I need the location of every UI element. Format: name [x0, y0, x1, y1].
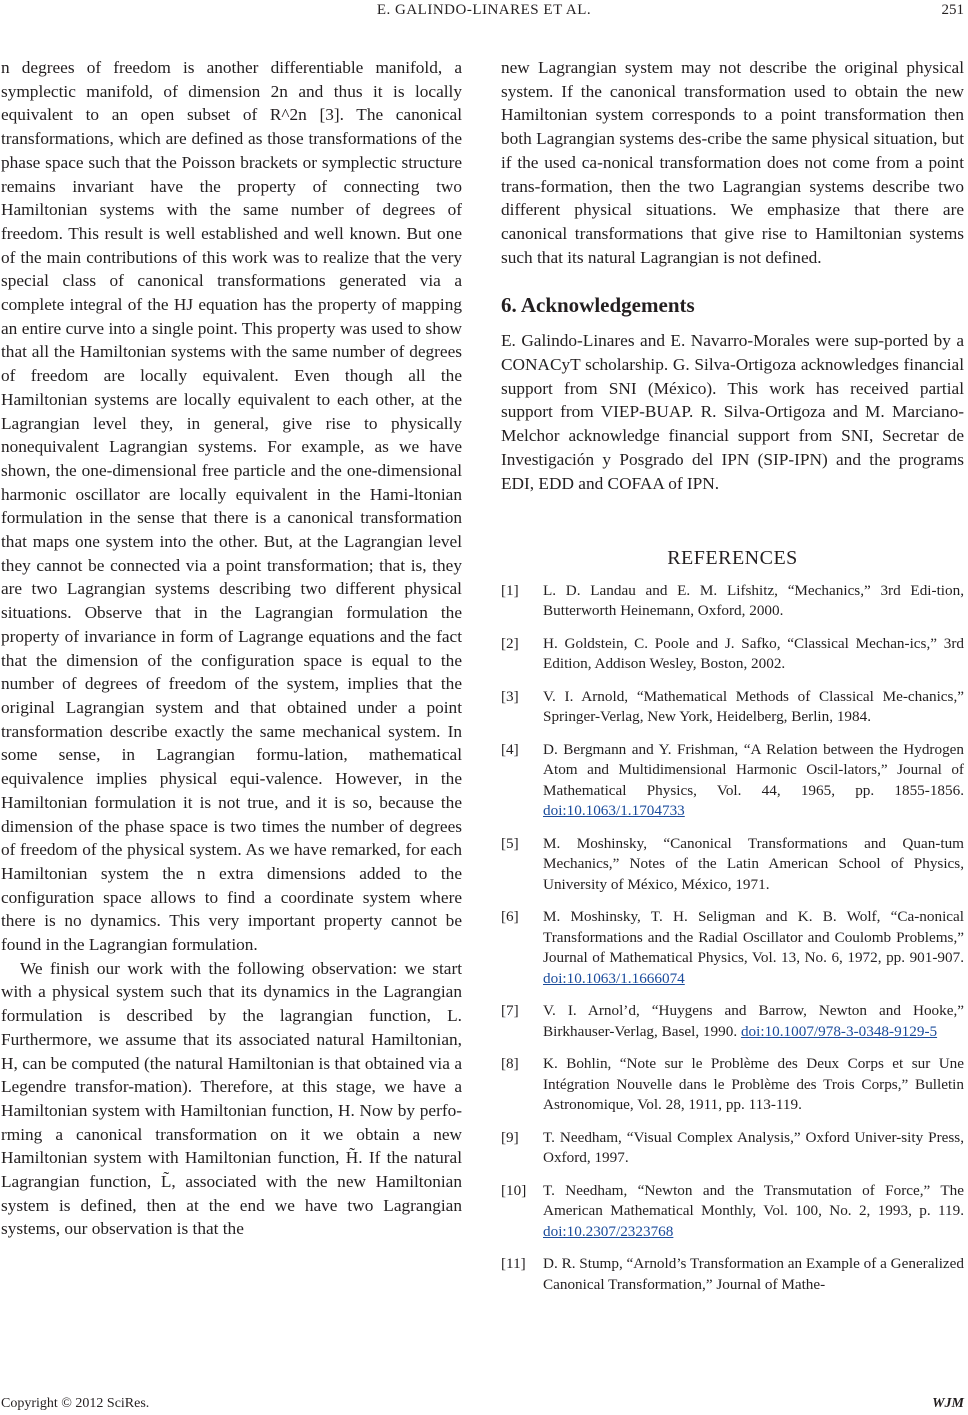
body-paragraph: n degrees of freedom is another differentiable manifold, a symplectic manifold, of dimension 2n and thus it is locally equivalent to an open subset of R^2n [3]. The canonical transformations, which are defined as those transformations of the phase space such that the Poisson brackets or symplectic structure remains invariant have the property of connecting two Hamiltonian systems with the same number of degrees of freedom. This result is well established and well known. But one of the main contributions of this work was to realize that the very special class of canonical transformations generated via a complete integral of the HJ equation has the property of mapping an entire curve into a single point. This property was used to show that all the Hamiltonian systems with the same number of degrees of freedom are locally equivalent. Even though all the Hamiltonian systems are locally equivalent to each other, at the Lagrangian level they, in general, give rise to physically nonequivalent Lagrangian systems. For example, as we have shown, the one-dimensional free particle and the one-dimensional harmonic oscillator are locally equivalent in the Hami-ltonian formulation in the sense that there is a canonical transformation that maps one system into the other. But, at the Lagrangian level they cannot be connected via a point transformation; that is, they are two Lagrangian systems describing two different physical situations. Observe that in the Lagrangian formulation the property of invariance in form of Lagrange equations and the fact that the dimension of the configuration space is equal to the number of degrees of freedom of the system, implies that the original Lagrangian system and that obtained under a point transformation describe exactly the same mechanical system. In some sense, in Lagrangian formu-lation, mathematical equivalence implies physical equi-valence. However, in the Hamiltonian formulation it is not true, and it is so, because the dimension of the phase space is two times the number of degrees of freedom of the physical system. As we have remarked, for each Hamiltonian system the n extra dimensions added to the configuration space allows to find a coordinate system where there is no dynamics. This very important property cannot be found in the Lagrangian formulation. — [1, 58, 462, 955]
reference-text: L. D. Landau and E. M. Lifshitz, “Mechanics,” 3rd Edi-tion, Butterworth Heinemann, Oxford, 2000. — [543, 581, 964, 620]
reference-text: M. Moshinsky, “Canonical Transformations and Quan-tum Mechanics,” Notes of the Latin American School of Physics, University of México, México, 1971. — [543, 834, 964, 893]
reference-item — [501, 740, 964, 822]
reference-number: [5] — [501, 834, 519, 852]
reference-text: V. I. Arnold, “Mathematical Methods of Classical Me-chanics,” Springer-Verlag, New York, Heidelberg, Berlin, 1984. — [543, 687, 964, 726]
reference-text: K. Bohlin, “Note sur le Problème des Deux Corps et sur Une Intégration Nouvelle dans le Problème des Trois Corps,” Bulletin Astronomique, Vol. 28, 1911, pp. 113-119. — [543, 1055, 964, 1114]
reference-item — [501, 687, 964, 728]
reference-item — [501, 1181, 964, 1243]
doi-link[interactable]: doi:10.1063/1.1666074 — [543, 969, 685, 987]
reference-text: T. Needham, “Visual Complex Analysis,” Oxford Univer-sity Press, Oxford, 1997. — [543, 1128, 964, 1167]
doi-link[interactable]: doi:10.1063/1.1704733 — [543, 802, 685, 820]
acknowledgements-text: E. Galindo-Linares and E. Navarro-Morales were sup-ported by a CONACyT scholarship. G. Silva-Ortigoza acknowledges financial support from SNI (México). This work has received partial support from VIEP-BUAP. R. Silva-Ortigoza and M. Marciano-Melchor acknowledge financial support from SNI, Secretar de Investigación y Posgrado del IPN (SIP-IPN) and the programs EDI, EDD and COFAA of IPN. — [501, 331, 964, 493]
doi-link[interactable]: doi:10.2307/2323768 — [543, 1222, 674, 1240]
left-column — [1, 56, 462, 1241]
right-column — [501, 56, 964, 1307]
reference-number: [10] — [501, 1181, 527, 1199]
reference-item — [501, 1128, 964, 1169]
reference-text: V. I. Arnol’d, “Huygens and Barrow, Newton and Hooke,” Birkhauser-Verlag, Basel, 1990. — [543, 1002, 964, 1040]
reference-number: [9] — [501, 1128, 519, 1146]
references-list — [501, 581, 964, 1296]
reference-number: [2] — [501, 634, 519, 652]
reference-text: D. R. Stump, “Arnold’s Transformation an Example of a Generalized Canonical Transformation,” Journal of Mathe- — [543, 1255, 964, 1293]
reference-number: [4] — [501, 740, 519, 758]
reference-text: H. Goldstein, C. Poole and J. Safko, “Classical Mechan-ics,” 3rd Edition, Addison Wesley, Boston, 2002. — [543, 634, 964, 673]
reference-number: [7] — [501, 1002, 519, 1020]
copyright-notice: Copyright © 2012 SciRes. — [1, 1396, 150, 1411]
section-heading: 6. Acknowledgements — [501, 293, 695, 318]
reference-text: M. Moshinsky, T. H. Seligman and K. B. Wolf, “Ca-nonical Transformations and the Radial Oscillator and Coulomb Problems,” Journal of Mathematical Physics, Vol. 13, No. 6, 1972, pp. 901-907. — [543, 908, 964, 967]
reference-item — [501, 634, 964, 675]
reference-item — [501, 1254, 964, 1295]
reference-number: [11] — [501, 1255, 526, 1273]
journal-abbreviation: WJM — [932, 1396, 964, 1411]
reference-number: [3] — [501, 687, 519, 705]
references-heading: REFERENCES — [667, 547, 798, 570]
reference-text: D. Bergmann and Y. Frishman, “A Relation between the Hydrogen Atom and Multidimensional Harmonic Oscil-lators,” Journal of Mathematical Physics, Vol. 44, 1965, pp. 1855-1856. — [543, 740, 964, 799]
body-paragraph: We finish our work with the following observation: we start with a physical system such that its dynamics in the Lagrangian formulation is described by the lagrangian function, L. Furthermore, we assume that its associated natural Hamiltonian, H, can be computed (the natural Hamiltonian is that obtained via a Legendre transfor-mation). Therefore, at this stage, we have a Hamiltonian system with Hamiltonian function, H. Now by perfo-rming a canonical transformation on it we obtain a new Hamiltonian system with Hamiltonian function, H̃. If the natural Lagrangian function, L̃, associated with the new Hamiltonian system is defined, then at the end we have two Lagrangian systems, our observation is that the — [1, 958, 462, 1239]
body-paragraph: new Lagrangian system may not describe the original physical system. If the canonical transformation used to obtain the new Hamiltonian system corresponds to a point transformation then both Lagrangian systems des-cribe the same physical situation, but if the used ca-nonical transformation does not come from a point trans-formation, then the two Lagrangian systems describe two different physical situations. We emphasize that there are canonical transformations that give rise to Hamiltonian systems such that its natural Lagrangian is not defined. — [501, 58, 964, 267]
reference-number: [8] — [501, 1055, 519, 1073]
reference-item — [501, 581, 964, 622]
page-number: 251 — [941, 2, 964, 18]
reference-item — [501, 1054, 964, 1116]
reference-item — [501, 834, 964, 896]
reference-number: [1] — [501, 581, 519, 599]
doi-link[interactable]: doi:10.1007/978-3-0348-9129-5 — [740, 1022, 938, 1040]
reference-text: T. Needham, “Newton and the Transmutation of Force,” The American Mathematical Monthly, Vol. 100, No. 2, 1993, p. 119. — [543, 1181, 964, 1220]
page-header — [0, 2, 968, 24]
reference-item — [501, 1001, 964, 1042]
running-title: E. GALINDO-LINARES ET AL. — [376, 2, 592, 18]
reference-number: [6] — [501, 908, 519, 926]
reference-item — [501, 907, 964, 989]
